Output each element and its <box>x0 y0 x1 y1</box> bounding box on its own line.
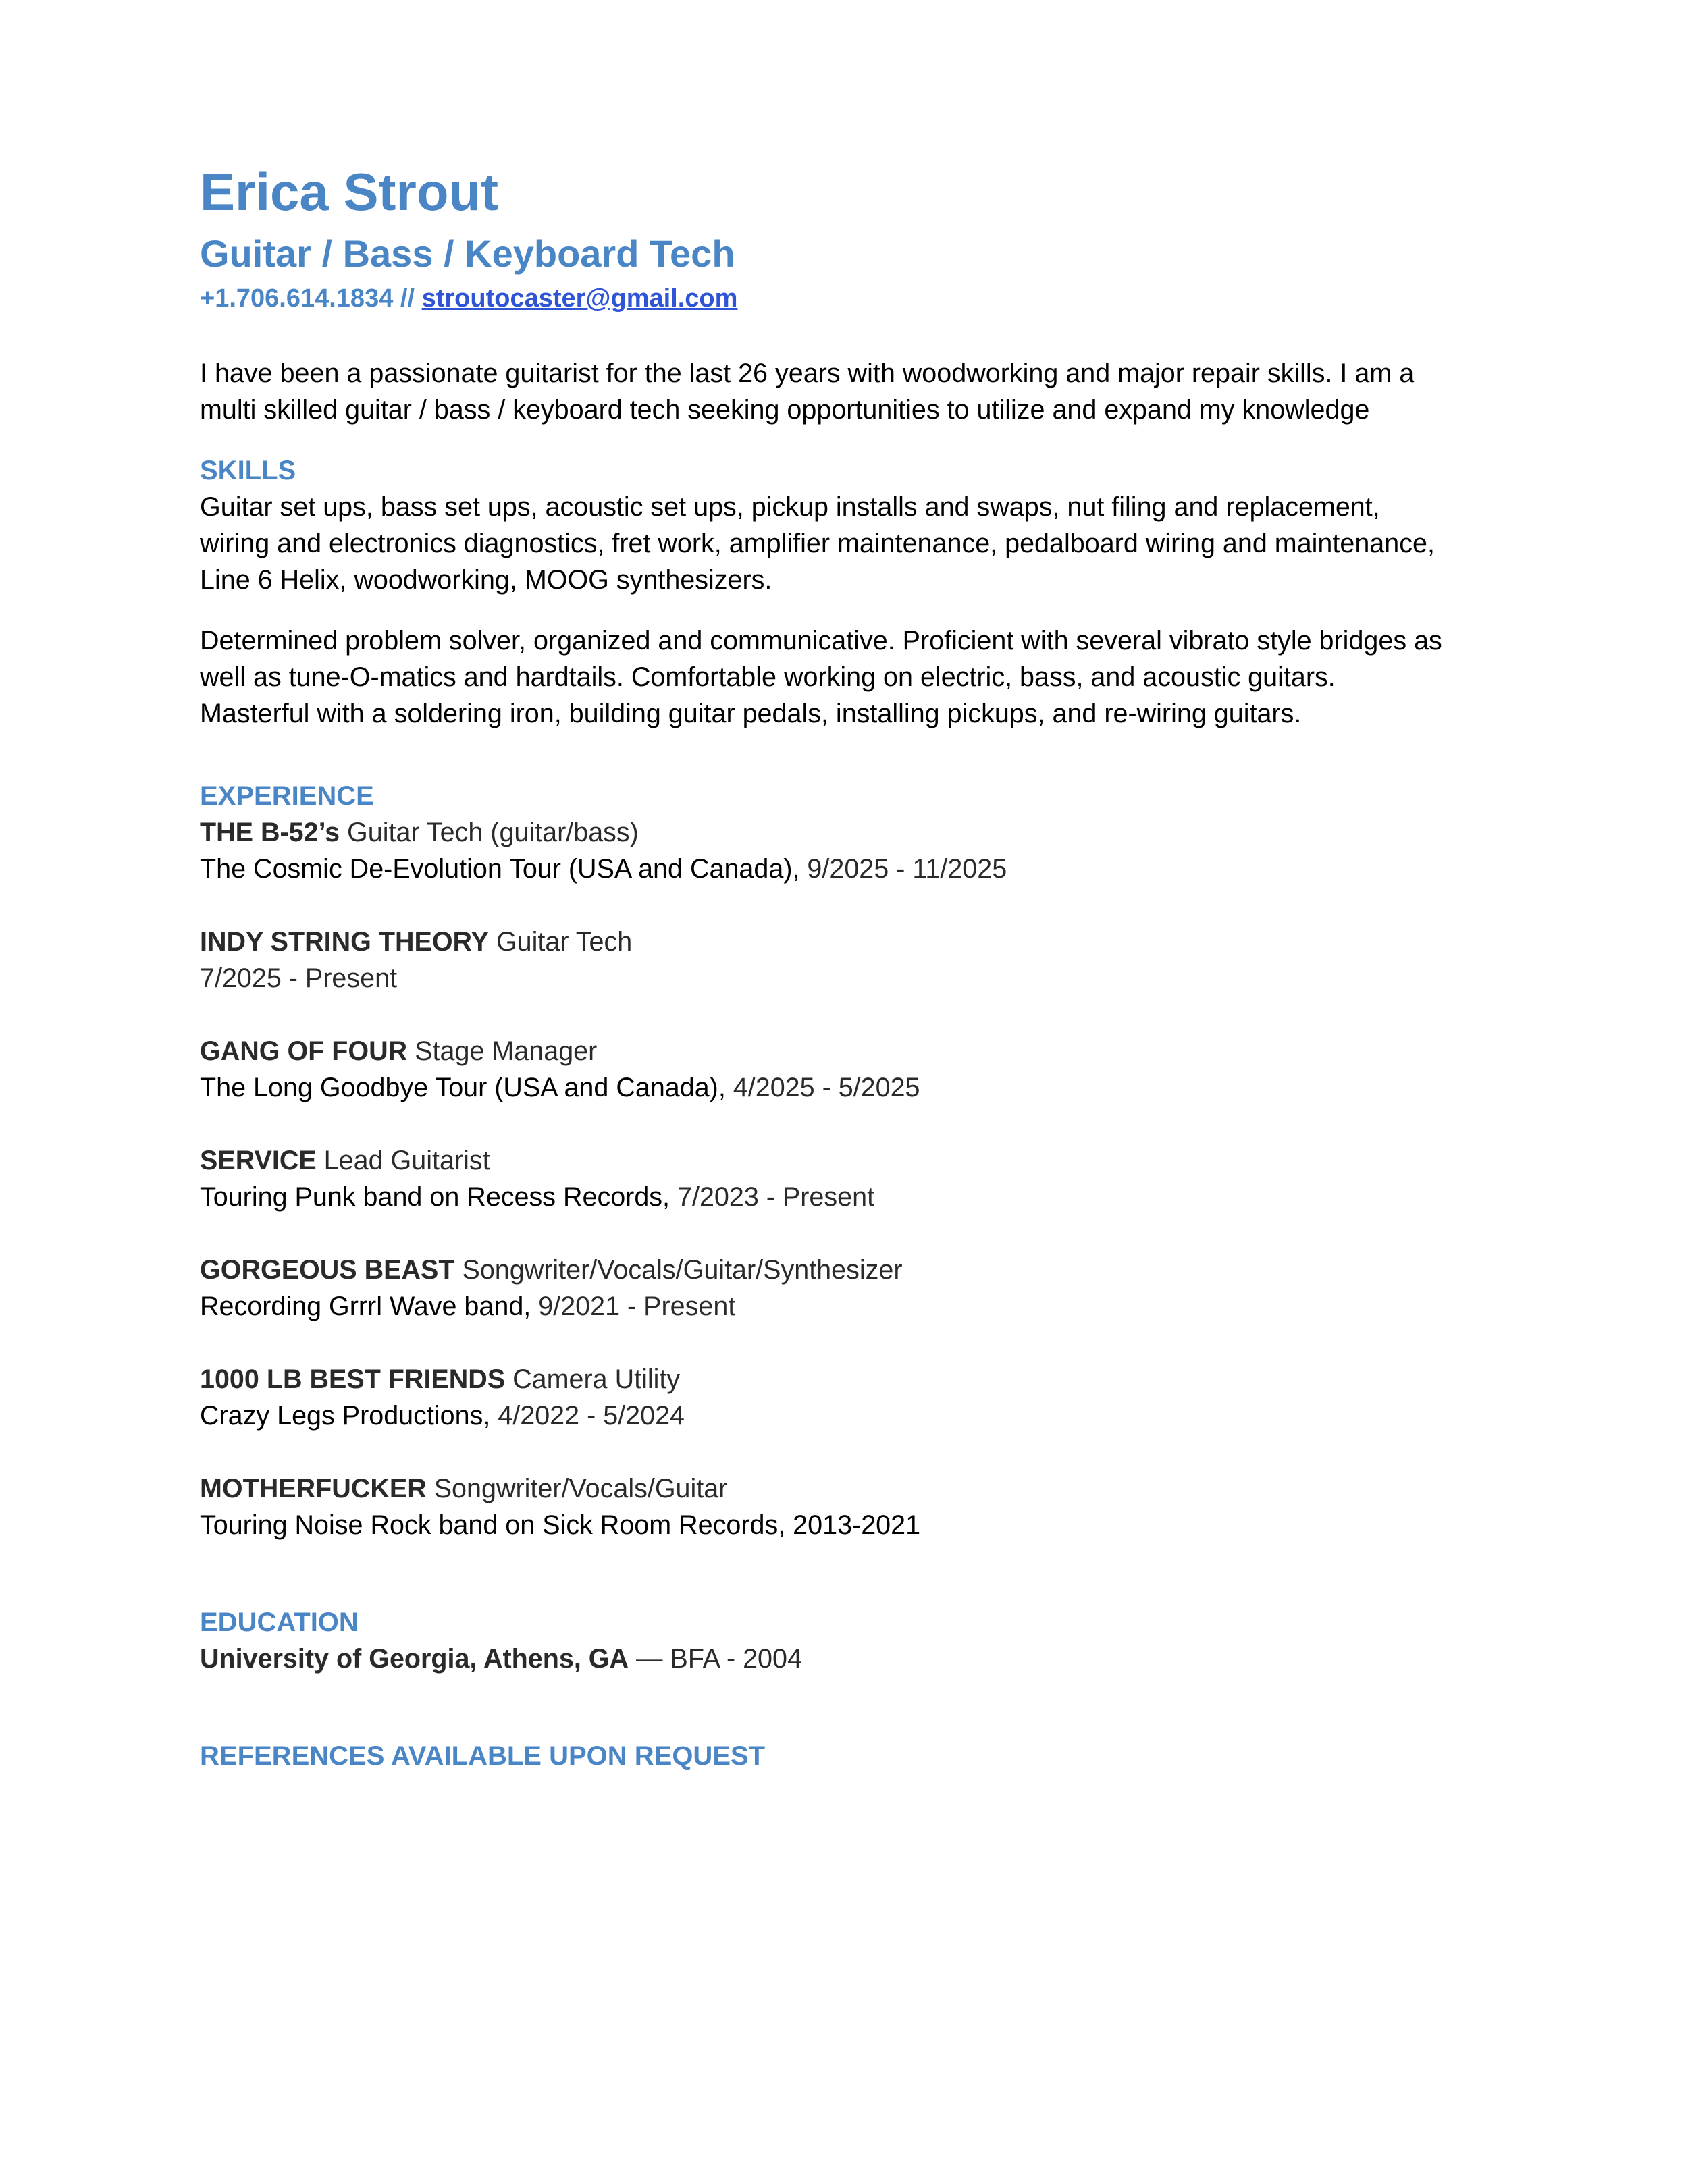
resume-page <box>200 157 1523 1774</box>
experience-role: Stage Manager <box>407 1036 598 1066</box>
experience-role: Guitar Tech <box>488 927 633 957</box>
education-heading: EDUCATION <box>200 1607 359 1637</box>
experience-dates: 9/2025 - 11/2025 <box>807 854 1007 884</box>
experience-org: THE B-52’s <box>200 818 340 847</box>
experience-dates: 9/2021 - Present <box>538 1291 736 1321</box>
skills-p2-line-2: well as tune-O-matics and hardtails. Comfortable working on electric, bass, and acoustic guitars. <box>200 662 1336 692</box>
experience-role: Songwriter/Vocals/Guitar <box>426 1474 728 1503</box>
experience-detail: Recording Grrrl Wave band, <box>200 1291 539 1321</box>
resume-title: Guitar / Bass / Keyboard Tech <box>200 232 735 275</box>
email-link[interactable]: stroutocaster@gmail.com <box>421 284 738 313</box>
experience-dates: 4/2025 - 5/2025 <box>733 1073 920 1102</box>
experience-role: Lead Guitarist <box>316 1146 490 1175</box>
experience-dates: 7/2023 - Present <box>677 1182 875 1212</box>
resume-name: Erica Strout <box>200 162 499 221</box>
experience-role: Camera Utility <box>505 1364 681 1394</box>
summary-line-2: multi skilled guitar / bass / keyboard tech seeking opportunities to utilize and expand my knowledge <box>200 395 1370 425</box>
experience-role: Guitar Tech (guitar/bass) <box>340 818 639 847</box>
education-school: University of Georgia, Athens, GA <box>200 1644 629 1674</box>
experience-detail: The Cosmic De-Evolution Tour (USA and Canada), <box>200 854 808 884</box>
experience-entry <box>200 1033 1523 1106</box>
references-heading: REFERENCES AVAILABLE UPON REQUEST <box>200 1741 766 1771</box>
experience-org: MOTHERFUCKER <box>200 1474 427 1503</box>
skills-p2-line-1: Determined problem solver, organized and communicative. Proficient with several vibrato style bridges as <box>200 626 1442 656</box>
experience-dates: 4/2022 - 5/2024 <box>498 1401 685 1431</box>
experience-detail: The Long Goodbye Tour (USA and Canada), <box>200 1073 733 1102</box>
summary-line-1: I have been a passionate guitarist for the last 26 years with woodworking and major repair skills. I am a <box>200 358 1415 388</box>
experience-role: Songwriter/Vocals/Guitar/Synthesizer <box>454 1255 903 1285</box>
education-entry <box>200 1641 1523 1677</box>
skills-p2-line-3: Masterful with a soldering iron, building guitar pedals, installing pickups, and re-wiring guitars. <box>200 699 1302 728</box>
skills-p1-line-2: wiring and electronics diagnostics, fret work, amplifier maintenance, pedalboard wiring and maintenance, <box>200 529 1435 558</box>
experience-org: 1000 LB BEST FRIENDS <box>200 1364 506 1394</box>
experience-entry <box>200 814 1523 887</box>
experience-dates: 7/2025 - Present <box>200 963 398 993</box>
experience-org: INDY STRING THEORY <box>200 927 489 957</box>
experience-detail: Touring Punk band on Recess Records, <box>200 1182 678 1212</box>
skills-p1-line-3: Line 6 Helix, woodworking, MOOG synthesizers. <box>200 565 772 595</box>
experience-entry <box>200 1252 1523 1325</box>
education-degree: — BFA - 2004 <box>629 1644 802 1674</box>
experience-heading: EXPERIENCE <box>200 781 374 811</box>
experience-entry <box>200 924 1523 996</box>
experience-entry <box>200 1470 1523 1543</box>
experience-org: SERVICE <box>200 1146 317 1175</box>
experience-org: GANG OF FOUR <box>200 1036 408 1066</box>
phone-number: +1.706.614.1834 // <box>200 284 415 313</box>
experience-detail: Crazy Legs Productions, <box>200 1401 498 1431</box>
experience-detail: Touring Noise Rock band on Sick Room Records, 2013-2021 <box>200 1510 921 1540</box>
experience-entry <box>200 1361 1523 1434</box>
contact-line <box>200 281 1523 316</box>
experience-entry <box>200 1142 1523 1215</box>
skills-heading: SKILLS <box>200 456 296 485</box>
skills-p1-line-1: Guitar set ups, bass set ups, acoustic set ups, pickup installs and swaps, nut filing and replacement, <box>200 492 1380 522</box>
experience-org: GORGEOUS BEAST <box>200 1255 455 1285</box>
